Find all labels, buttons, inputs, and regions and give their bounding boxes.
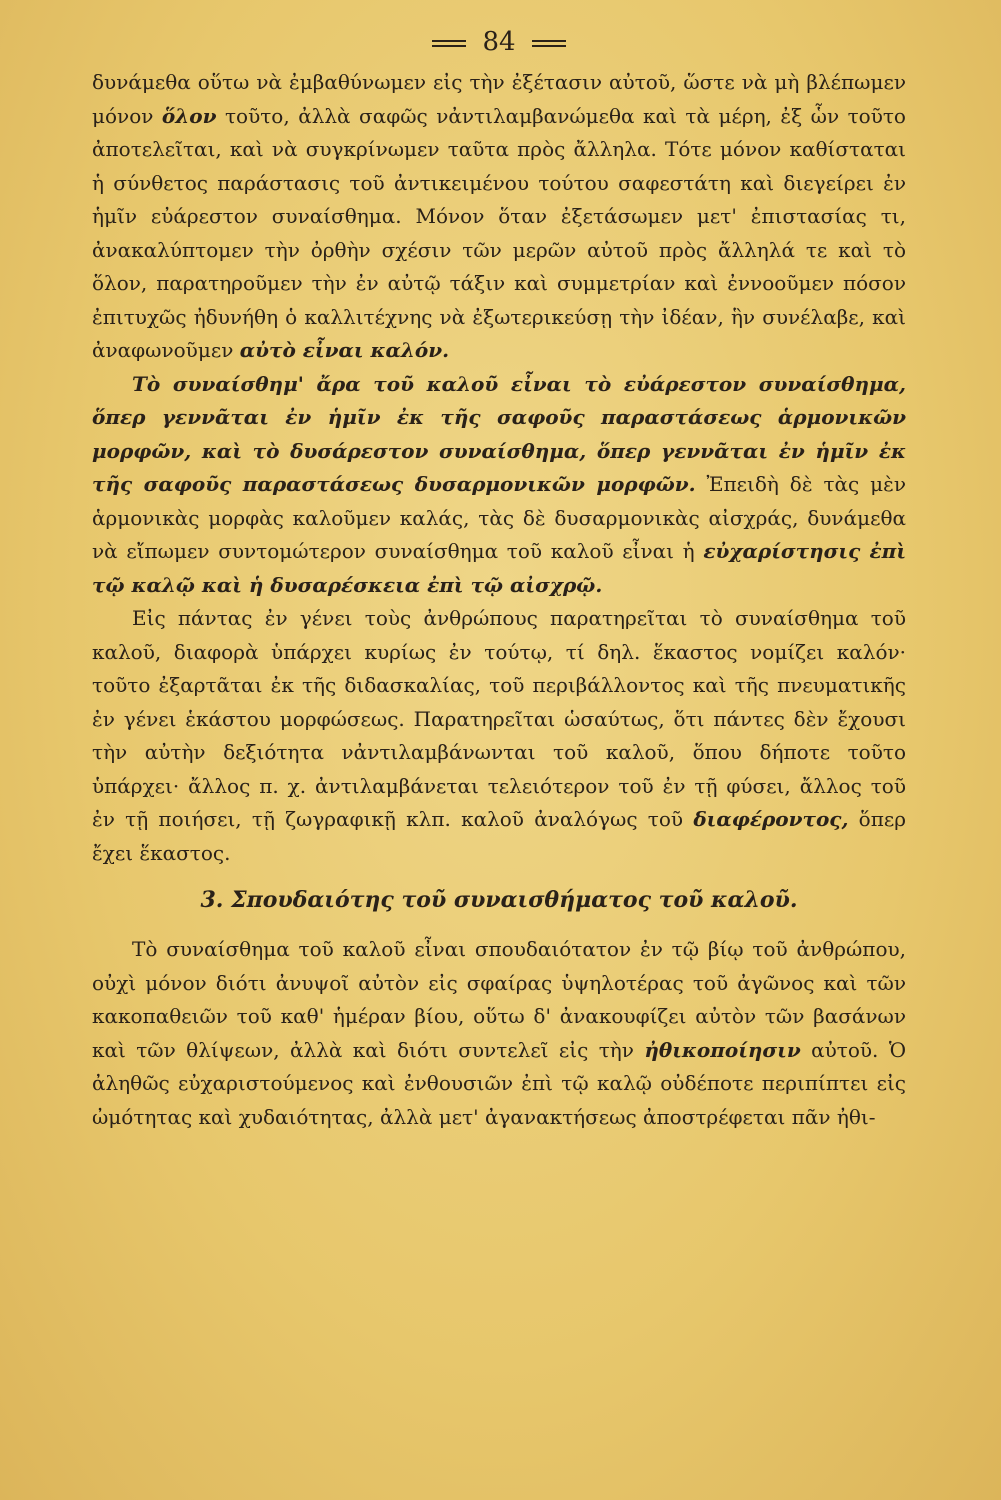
page-number: 84 xyxy=(482,27,516,57)
paragraph-text: δυνάμεθα οὕτω νὰ ἐμβαθύνωμεν εἰς τὴν ἐξέτασιν αὐτοῦ, ὥστε νὰ μὴ βλέπωμεν μόνον ὅλον τοῦτο, ἀλλὰ σαφῶς νἀντιλαμβανώμεθα καὶ τὰ μέρη, ἐξ ὧν τοῦτο ἀποτελεῖται, καὶ νὰ συγκρίνωμεν ταῦτα πρὸς ἄλληλα. Τότε μόνον καθίσταται ἡ σύνθετος παράστασις τοῦ ἀντικειμένου τούτου σαφεστάτη καὶ διεγείρει ἐν ἡμῖν εὐάρεστον συναίσθημα. Μόνον ὅταν ἐξετάσωμεν μετ' ἐπιστασίας τι, ἀνακαλύπτομεν τὴν ὀρθὴν σχέσιν τῶν μερῶν αὐτοῦ πρὸς ἄλληλά τε καὶ τὸ ὅλον, παρατηροῦμεν τὴν ἐν αὐτῷ τάξιν καὶ συμμετρίαν καὶ ἐννοοῦμεν πόσον ἐπιτυχῶς ἠδυνήθη ὁ καλλιτέχνης νὰ ἐξωτερικεύσῃ τὴν ἰδέαν, ἣν συνέλαβε, καὶ ἀναφωνοῦμεν αὐτὸ εἶναι καλόν. xyxy=(92,70,906,362)
header-rule-left xyxy=(432,40,466,47)
paragraph-text: Τὸ συναίσθημ' ἄρα τοῦ καλοῦ εἶναι τὸ εὐάρεστον συναίσθημα, ὅπερ γεννᾶται ἐν ἡμῖν ἐκ τῆς σαφοῦς παραστάσεως ἁρμονικῶν μορφῶν, καὶ τὸ δυσάρεστον συναίσθημα, ὅπερ γεννᾶται ἐν ἡμῖν ἐκ τῆς σαφοῦς παραστάσεως δυσαρμονικῶν μορφῶν. Ἐπειδὴ δὲ τὰς μὲν ἁρμονικὰς μορφὰς καλοῦμεν καλάς, τὰς δὲ δυσαρμονικὰς αἰσχράς, δυνάμεθα νὰ εἴπωμεν συντομώτερον συναίσθημα τοῦ καλοῦ εἶναι ἡ εὐχαρίστησις ἐπὶ τῷ καλῷ καὶ ἡ δυσαρέσκεια ἐπὶ τῷ αἰσχρῷ. xyxy=(92,371,907,597)
paragraph-3 xyxy=(92,602,906,870)
paragraph-text: Τὸ συναίσθημα τοῦ καλοῦ εἶναι σπουδαιότατον ἐν τῷ βίῳ τοῦ ἀνθρώπου, οὐχὶ μόνον διότι ἀνυψοῖ αὐτὸν εἰς σφαίρας ὑψηλοτέρας τοῦ ἀγῶνος καὶ τῶν κακοπαθειῶν τοῦ καθ' ἡμέραν βίου, οὕτω δ' ἀνακουφίζει αὐτὸν τῶν βασάνων καὶ τῶν θλίψεων, ἀλλὰ καὶ διότι συντελεῖ εἰς τὴν ἠθικοποίησιν αὐτοῦ. Ὁ ἀληθῶς εὐχαριστούμενος καὶ ἐνθουσιῶν ἐπὶ τῷ καλῷ οὐδέποτε περιπίπτει εἰς ὠμότητας καὶ χυδαιότητας, ἀλλὰ μετ' ἀγανακτήσεως ἀποστρέφεται πᾶν ἠθι- xyxy=(92,937,907,1129)
page-header xyxy=(92,18,906,66)
paragraph-1 xyxy=(92,66,906,368)
paragraph-4 xyxy=(92,933,906,1134)
paragraph-text: Εἰς πάντας ἐν γένει τοὺς ἀνθρώπους παρατηρεῖται τὸ συναίσθημα τοῦ καλοῦ, διαφορὰ ὑπάρχει κυρίως ἐν τούτῳ, τί δηλ. ἕκαστος νομίζει καλόν· τοῦτο ἐξαρτᾶται ἐκ τῆς διδασκαλίας, τοῦ περιβάλλοντος καὶ τῆς πνευματικῆς ἐν γένει ἑκάστου μορφώσεως. Παρατηρεῖται ὡσαύτως, ὅτι πάντες δὲν ἔχουσι τὴν αὐτὴν δεξιότητα νἀντιλαμβάνωνται τοῦ καλοῦ, ὅπου δήποτε τοῦτο ὑπάρχει· ἄλλος π. χ. ἀντιλαμβάνεται τελειότερον τοῦ ἐν τῇ φύσει, ἄλλος τοῦ ἐν τῇ ποιήσει, τῇ ζωγραφικῇ κλπ. καλοῦ ἀναλόγως τοῦ διαφέροντος, ὅπερ ἔχει ἕκαστος. xyxy=(92,606,906,865)
header-rule-right xyxy=(532,40,566,47)
section-heading: 3. Σπουδαιότης τοῦ συναισθήματος τοῦ καλοῦ. xyxy=(200,887,798,913)
paragraph-2 xyxy=(92,368,906,603)
